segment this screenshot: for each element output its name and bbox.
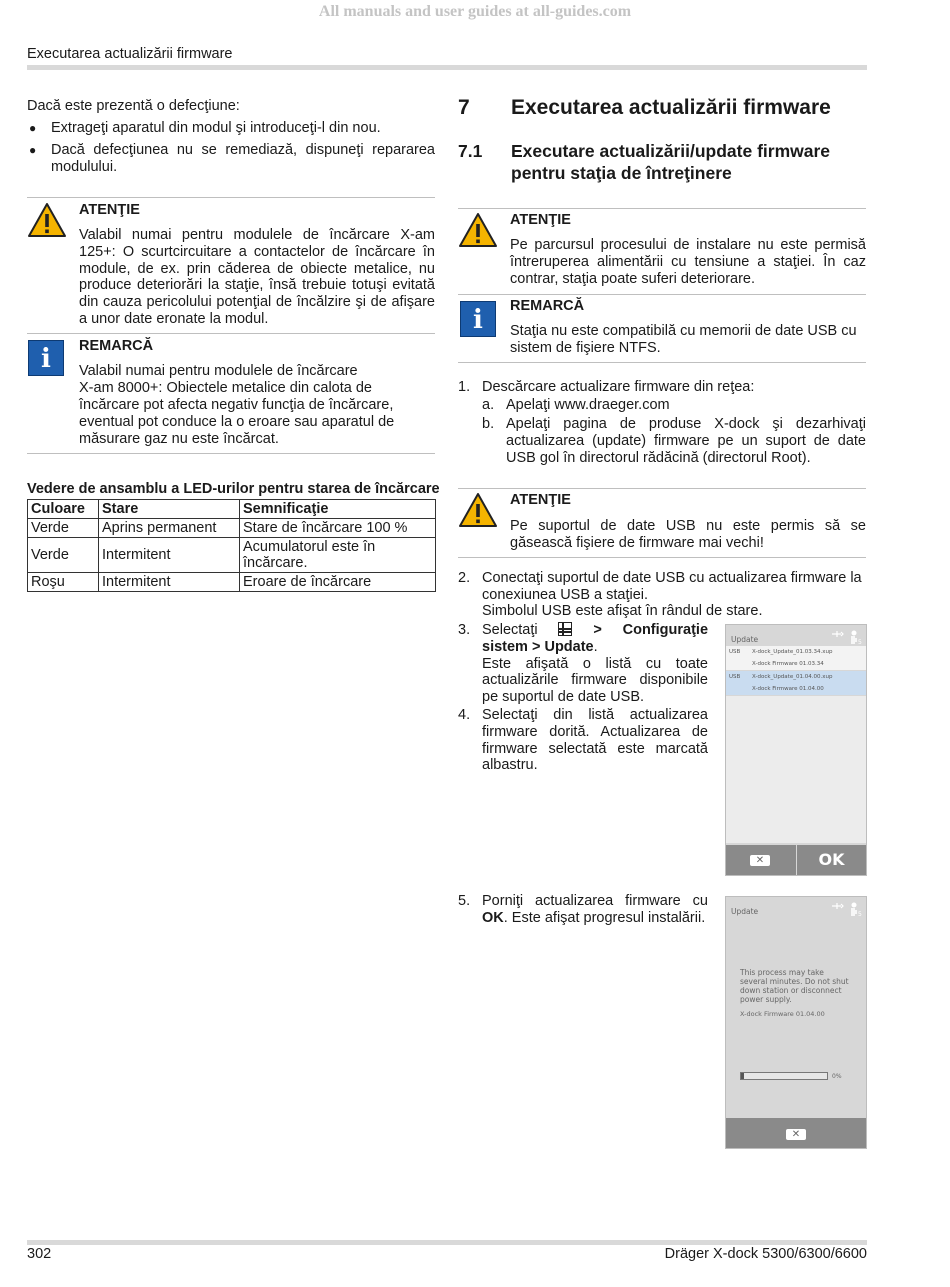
update-list-item[interactable]: [726, 646, 866, 670]
step-3-path: > Configuraţie: [593, 622, 709, 638]
table-cell: Roşu: [28, 573, 99, 592]
substep-letter: b.: [482, 416, 495, 432]
warning-icon: [458, 212, 498, 248]
table-cell: Aprins permanent: [99, 519, 240, 538]
step-text: Selectaţi din listă actualizarea firmware dorită. Actualizarea de firmware selectată este marcată albastru.: [482, 707, 708, 774]
firmware-version: X-dock Firmware 01.04.00: [752, 686, 824, 692]
subsection-title-line: pentru staţia de întreţinere: [511, 163, 732, 183]
footer-rule: [27, 1240, 867, 1245]
step-number: 4.: [458, 707, 471, 723]
close-icon: ✕: [750, 855, 770, 866]
update-file: X-dock_Update_01.03.34.xup: [752, 649, 833, 655]
divider: [27, 453, 435, 454]
cancel-button[interactable]: [726, 845, 796, 875]
step-text-2: Simbolul USB este afişat în rândul de stare.: [482, 603, 763, 619]
warning-text: Pe parcursul procesului de instalare nu este permisă întreruperea alimentării cu tensiune a staţiei. În caz contrar, staţia poate suferi deteriorare.: [510, 237, 866, 287]
warning-title: ATENŢIE: [510, 212, 571, 228]
running-header: Executarea actualizării firmware: [27, 46, 233, 62]
watermark: All manuals and user guides at all-guides.com: [318, 3, 632, 20]
warning-title: ATENŢIE: [79, 202, 140, 218]
table-header-row: [28, 500, 436, 519]
warning-text: Pe suportul de date USB nu este permis să se găsească fişiere de firmware mai vechi!: [510, 518, 866, 551]
section-title: Executarea actualizării firmware: [511, 96, 831, 119]
table-row: [28, 538, 436, 573]
table-caption: Vedere de ansamblu a LED-urilor pentru starea de încărcare: [27, 481, 440, 497]
table-header-cell: Semnificaţie: [240, 500, 436, 519]
step-3-dot: .: [593, 638, 598, 655]
table-cell: Acumulatorul este în încărcare.: [240, 538, 436, 573]
screen-title: Update: [731, 635, 759, 644]
table-cell: Verde: [28, 519, 99, 538]
svg-text:5: 5: [858, 639, 862, 645]
divider: [458, 362, 866, 363]
header-rule: [27, 65, 867, 70]
note-line: eventual pot conduce la o eroare sau aparatul de: [79, 414, 395, 430]
info-icon: i: [460, 301, 496, 337]
step-3-pre: Selectaţi: [482, 622, 538, 638]
step-text: Conectaţi suportul de date USB cu actualizarea firmware la conexiunea USB a staţiei.: [482, 570, 862, 603]
product-name: Dräger X-dock 5300/6300/6600: [664, 1246, 867, 1262]
list-empty-area: [726, 696, 866, 843]
update-list-item-selected[interactable]: [726, 671, 866, 695]
update-file: X-dock_Update_01.04.00.xup: [752, 674, 833, 680]
substep-text: Apelaţi www.draeger.com: [506, 397, 670, 413]
note-title: REMARCĂ: [79, 338, 154, 354]
divider: [27, 333, 435, 334]
led-table: [27, 499, 436, 592]
bullet-item: Extrageţi aparatul din modul şi introduceţi-l din nou.: [51, 120, 381, 136]
step-3-text: [482, 622, 708, 706]
usb-status-icon: [830, 629, 864, 645]
warning-title: ATENŢIE: [510, 492, 571, 508]
bullet-item: Dacă defecţiunea nu se remediază, dispuneţi repararea modulului.: [51, 142, 435, 175]
table-cell: Eroare de încărcare: [240, 573, 436, 592]
close-icon: ✕: [786, 1129, 806, 1140]
update-list-screen: [725, 624, 867, 876]
table-header-cell: Culoare: [28, 500, 99, 519]
firmware-version: X-dock Firmware 01.04.00: [740, 1010, 825, 1018]
progress-bar: [740, 1072, 828, 1080]
bullet-dot: ●: [29, 143, 37, 157]
usb-status-icon: [830, 901, 864, 917]
step-5-post: . Este afişat progresul instalării.: [503, 909, 706, 926]
divider: [458, 294, 866, 295]
divider: [458, 557, 866, 558]
note-text: Staţia nu este compatibilă cu memorii de date USB cu sistem de fişiere NTFS.: [510, 323, 857, 356]
ok-button[interactable]: OK: [797, 845, 866, 875]
progress-fill: [741, 1073, 744, 1079]
usb-tag: USB: [729, 649, 741, 655]
firmware-version: X-dock Firmware 01.03.34: [752, 661, 824, 667]
step-number: 2.: [458, 570, 471, 586]
warning-text: Valabil numai pentru modulele de încărcare X-am 125+: O scurtcircuitare a contactelor de încărcare în module, de ex. prin căderea de obiecte metalice, nu produce deteriorări la staţie, însă trebuie totuşi evitată din cauza pericolului potenţial de încălzire şi de afişare a unor date eronate la modul.: [79, 227, 435, 327]
screen-title: Update: [731, 907, 759, 916]
divider: [458, 208, 866, 209]
step-3-description: Este afişată o listă cu toate actualizările firmware disponibile pe suportul de date USB.: [482, 655, 708, 706]
step-number: 5.: [458, 893, 471, 909]
subsection-number: 7.1: [458, 141, 483, 161]
usb-tag: USB: [729, 674, 741, 680]
step-number: 1.: [458, 379, 471, 395]
step-5-text: [482, 893, 708, 927]
page-number: 302: [27, 1246, 52, 1262]
bullet-dot: ●: [29, 121, 37, 135]
step-5-pre: Porniţi actualizarea firmware cu: [482, 893, 708, 909]
step-text: Descărcare actualizare firmware din reţea:: [482, 379, 755, 395]
svg-text:5: 5: [858, 911, 862, 917]
table-row: [28, 573, 436, 592]
progress-message: This process may take several minutes. Do not shut down station or disconnect power supply.: [740, 968, 849, 1004]
note-title: REMARCĂ: [510, 298, 585, 314]
warning-icon: [27, 202, 67, 238]
divider: [27, 197, 435, 198]
table-cell: Stare de încărcare 100 %: [240, 519, 436, 538]
substep-letter: a.: [482, 397, 495, 413]
step-3-path: sistem > Update: [482, 638, 594, 655]
table-header-cell: Stare: [99, 500, 240, 519]
note-line: încărcare pot afecta negativ funcţia de încărcare,: [79, 397, 394, 413]
progress-label: 0%: [832, 1073, 842, 1080]
menu-icon: [558, 622, 572, 636]
table-cell: Intermitent: [99, 538, 240, 573]
subsection-title-line: Executare actualizării/update firmware: [511, 141, 831, 161]
substep-text: Apelaţi pagina de produse X-dock şi dezarhivaţi actualizarea (update) firmware pe un suport de date USB gol în directorul rădăcină (directorul Root).: [506, 416, 866, 466]
info-icon: i: [28, 340, 64, 376]
table-row: [28, 519, 436, 538]
cancel-button[interactable]: [726, 1118, 866, 1148]
table-cell: Intermitent: [99, 573, 240, 592]
step-number: 3.: [458, 622, 471, 638]
note-line: măsurare gaz nu este încărcat.: [79, 431, 279, 447]
warning-icon: [458, 492, 498, 528]
intro-text: Dacă este prezentă o defecţiune:: [27, 98, 240, 114]
step-5-ok: OK: [482, 909, 504, 926]
divider: [458, 488, 866, 489]
note-line: X-am 8000+: Obiectele metalice din calota de: [79, 380, 372, 396]
section-number: 7: [458, 96, 470, 119]
update-progress-screen: [725, 896, 867, 1149]
table-cell: Verde: [28, 538, 99, 573]
note-line: Valabil numai pentru modulele de încărcare: [79, 363, 358, 379]
